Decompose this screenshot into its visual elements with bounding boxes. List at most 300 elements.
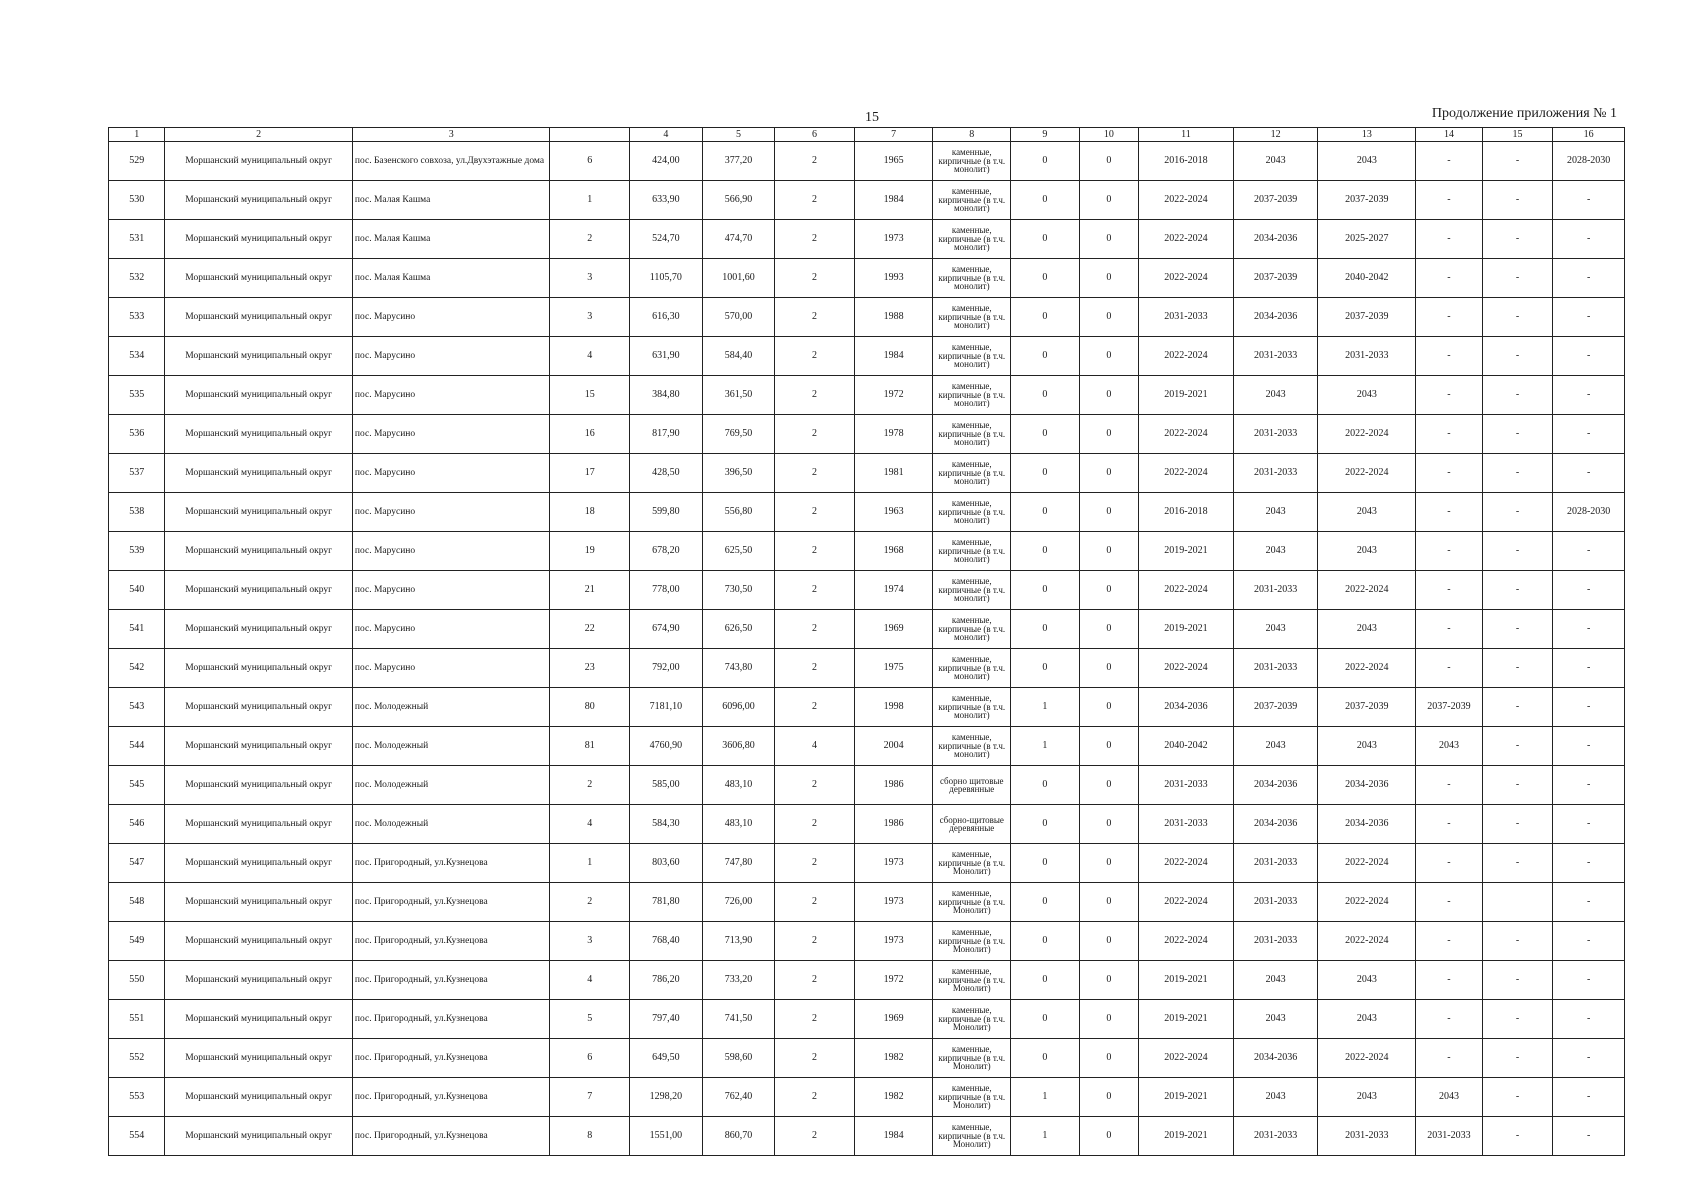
table-cell: - bbox=[1482, 337, 1553, 376]
table-cell: - bbox=[1482, 1000, 1553, 1039]
table-cell: каменные, кирпичные (в т.ч. монолит) bbox=[933, 532, 1011, 571]
table-cell: 16 bbox=[550, 415, 630, 454]
table-cell: 1986 bbox=[854, 805, 933, 844]
table-cell: Моршанский муниципальный округ bbox=[165, 961, 352, 1000]
table-cell: 1969 bbox=[854, 1000, 933, 1039]
table-cell: 377,20 bbox=[702, 142, 775, 181]
column-header: 1 bbox=[109, 128, 165, 142]
table-cell: 2019-2021 bbox=[1139, 1000, 1234, 1039]
table-cell: 0 bbox=[1079, 181, 1138, 220]
table-cell: 551 bbox=[109, 1000, 165, 1039]
table-cell: 616,30 bbox=[630, 298, 703, 337]
table-cell: пос. Молодежный bbox=[352, 688, 550, 727]
table-cell: 4 bbox=[550, 337, 630, 376]
table-cell: Моршанский муниципальный округ bbox=[165, 532, 352, 571]
table-row bbox=[109, 376, 1625, 415]
table-cell: 22 bbox=[550, 610, 630, 649]
table-cell: 534 bbox=[109, 337, 165, 376]
table-cell: 0 bbox=[1079, 532, 1138, 571]
table-row bbox=[109, 922, 1625, 961]
table-cell: 1984 bbox=[854, 1117, 933, 1156]
column-header: 12 bbox=[1233, 128, 1318, 142]
table-cell: 781,80 bbox=[630, 883, 703, 922]
table-cell: 2043 bbox=[1318, 1000, 1416, 1039]
table-cell: 0 bbox=[1079, 1000, 1138, 1039]
table-cell: 0 bbox=[1011, 766, 1080, 805]
table-cell: каменные, кирпичные (в т.ч. Монолит) bbox=[933, 1078, 1011, 1117]
table-row bbox=[109, 1000, 1625, 1039]
table-cell: 2 bbox=[775, 844, 855, 883]
table-cell: 1974 bbox=[854, 571, 933, 610]
table-cell: - bbox=[1416, 766, 1483, 805]
table-cell: Моршанский муниципальный округ bbox=[165, 571, 352, 610]
table-cell: 0 bbox=[1079, 493, 1138, 532]
table-cell: - bbox=[1482, 259, 1553, 298]
table-body bbox=[109, 142, 1625, 1156]
table-cell: пос. Марусино bbox=[352, 298, 550, 337]
table-cell: 566,90 bbox=[702, 181, 775, 220]
table-cell: - bbox=[1416, 493, 1483, 532]
table-cell: 2022-2024 bbox=[1139, 181, 1234, 220]
table-row bbox=[109, 298, 1625, 337]
table-cell: 81 bbox=[550, 727, 630, 766]
table-cell: 2022-2024 bbox=[1318, 1039, 1416, 1078]
table-cell: 2 bbox=[775, 1117, 855, 1156]
table-cell: пос. Марусино bbox=[352, 649, 550, 688]
table-cell: 0 bbox=[1011, 181, 1080, 220]
table-row bbox=[109, 727, 1625, 766]
table-cell: 0 bbox=[1011, 610, 1080, 649]
table-row bbox=[109, 415, 1625, 454]
table-cell: - bbox=[1553, 415, 1625, 454]
table-cell: - bbox=[1553, 298, 1625, 337]
table-cell: каменные, кирпичные (в т.ч. монолит) bbox=[933, 142, 1011, 181]
table-cell: 778,00 bbox=[630, 571, 703, 610]
table-cell: 1105,70 bbox=[630, 259, 703, 298]
table-cell: 8 bbox=[550, 1117, 630, 1156]
table-cell: 1969 bbox=[854, 610, 933, 649]
table-cell: пос. Марусино bbox=[352, 454, 550, 493]
table-cell: - bbox=[1553, 922, 1625, 961]
table-cell: 2022-2024 bbox=[1318, 649, 1416, 688]
table-cell: - bbox=[1553, 220, 1625, 259]
table-cell: каменные, кирпичные (в т.ч. монолит) bbox=[933, 376, 1011, 415]
table-cell: 2016-2018 bbox=[1139, 142, 1234, 181]
table-cell: пос. Малая Кашма bbox=[352, 181, 550, 220]
table-row bbox=[109, 883, 1625, 922]
table-cell: 553 bbox=[109, 1078, 165, 1117]
table-cell: 556,80 bbox=[702, 493, 775, 532]
table-cell: 625,50 bbox=[702, 532, 775, 571]
table-cell: - bbox=[1553, 961, 1625, 1000]
table-cell: пос. Пригородный, ул.Кузнецова bbox=[352, 1039, 550, 1078]
table-cell: каменные, кирпичные (в т.ч. монолит) bbox=[933, 571, 1011, 610]
table-cell: 3606,80 bbox=[702, 727, 775, 766]
table-cell: 2028-2030 bbox=[1553, 142, 1625, 181]
table-cell: 2034-2036 bbox=[1233, 298, 1318, 337]
table-cell: 428,50 bbox=[630, 454, 703, 493]
table-cell: 396,50 bbox=[702, 454, 775, 493]
table-cell: 741,50 bbox=[702, 1000, 775, 1039]
table-cell: Моршанский муниципальный округ bbox=[165, 181, 352, 220]
table-cell: 2 bbox=[775, 259, 855, 298]
table-cell: - bbox=[1416, 415, 1483, 454]
table-cell: - bbox=[1553, 727, 1625, 766]
table-cell: - bbox=[1482, 220, 1553, 259]
table-cell: Моршанский муниципальный округ bbox=[165, 1078, 352, 1117]
table-cell: 2034-2036 bbox=[1233, 805, 1318, 844]
table-cell: 2043 bbox=[1318, 532, 1416, 571]
table-cell: 2 bbox=[775, 961, 855, 1000]
table-cell: - bbox=[1482, 766, 1553, 805]
table-cell: Моршанский муниципальный округ bbox=[165, 376, 352, 415]
table-cell: - bbox=[1482, 688, 1553, 727]
table-cell: Моршанский муниципальный округ bbox=[165, 883, 352, 922]
table-cell: 2 bbox=[775, 220, 855, 259]
table-cell: 2022-2024 bbox=[1318, 922, 1416, 961]
table-cell: 0 bbox=[1011, 649, 1080, 688]
table-cell: 2043 bbox=[1233, 1078, 1318, 1117]
column-header: 14 bbox=[1416, 128, 1483, 142]
table-cell: - bbox=[1482, 961, 1553, 1000]
table-cell: 4 bbox=[775, 727, 855, 766]
table-cell: - bbox=[1553, 649, 1625, 688]
table-cell: 713,90 bbox=[702, 922, 775, 961]
table-cell: 584,40 bbox=[702, 337, 775, 376]
table-cell: 0 bbox=[1079, 454, 1138, 493]
table-cell: 0 bbox=[1011, 454, 1080, 493]
table-cell: 2 bbox=[550, 220, 630, 259]
table-cell: - bbox=[1553, 1117, 1625, 1156]
table-cell: 0 bbox=[1079, 727, 1138, 766]
table-cell: Моршанский муниципальный округ bbox=[165, 298, 352, 337]
table-cell: 730,50 bbox=[702, 571, 775, 610]
table-cell: 1973 bbox=[854, 220, 933, 259]
table-cell: 2 bbox=[775, 571, 855, 610]
table-cell: 2043 bbox=[1318, 727, 1416, 766]
table-cell: Моршанский муниципальный округ bbox=[165, 844, 352, 883]
table-cell: каменные, кирпичные (в т.ч. монолит) bbox=[933, 727, 1011, 766]
table-cell: 2022-2024 bbox=[1139, 259, 1234, 298]
table-cell: 2043 bbox=[1233, 727, 1318, 766]
table-cell: - bbox=[1482, 805, 1553, 844]
table-cell: пос. Пригородный, ул.Кузнецова bbox=[352, 883, 550, 922]
table-cell: - bbox=[1416, 532, 1483, 571]
table-cell: 2043 bbox=[1318, 610, 1416, 649]
table-cell: пос. Марусино bbox=[352, 532, 550, 571]
table-cell: 2031-2033 bbox=[1416, 1117, 1483, 1156]
table-cell bbox=[1482, 883, 1553, 922]
table-cell: 2043 bbox=[1318, 493, 1416, 532]
table-cell: 0 bbox=[1079, 337, 1138, 376]
table-cell: 2004 bbox=[854, 727, 933, 766]
table-cell: 1963 bbox=[854, 493, 933, 532]
table-cell: 0 bbox=[1079, 961, 1138, 1000]
table-cell: каменные, кирпичные (в т.ч. монолит) bbox=[933, 298, 1011, 337]
table-cell: каменные, кирпичные (в т.ч. Монолит) bbox=[933, 922, 1011, 961]
table-row bbox=[109, 259, 1625, 298]
table-cell: 2 bbox=[550, 766, 630, 805]
table-cell: 2 bbox=[775, 766, 855, 805]
table-cell: 543 bbox=[109, 688, 165, 727]
table-cell: 0 bbox=[1079, 883, 1138, 922]
column-header: 4 bbox=[630, 128, 703, 142]
table-cell: 1001,60 bbox=[702, 259, 775, 298]
table-cell: - bbox=[1553, 181, 1625, 220]
table-cell: 803,60 bbox=[630, 844, 703, 883]
table-cell: пос. Марусино bbox=[352, 415, 550, 454]
table-cell: 584,30 bbox=[630, 805, 703, 844]
table-cell: 2022-2024 bbox=[1139, 454, 1234, 493]
table-cell: 542 bbox=[109, 649, 165, 688]
table-cell: 2 bbox=[775, 415, 855, 454]
table-cell: 1998 bbox=[854, 688, 933, 727]
table-cell: 743,80 bbox=[702, 649, 775, 688]
table-cell: 2031-2033 bbox=[1139, 298, 1234, 337]
table-cell: 2040-2042 bbox=[1139, 727, 1234, 766]
table-cell: 0 bbox=[1011, 805, 1080, 844]
table-cell: каменные, кирпичные (в т.ч. монолит) bbox=[933, 493, 1011, 532]
table-cell: - bbox=[1482, 532, 1553, 571]
table-cell: 2022-2024 bbox=[1139, 649, 1234, 688]
table-cell: 2031-2033 bbox=[1233, 454, 1318, 493]
table-cell: 786,20 bbox=[630, 961, 703, 1000]
table-cell: - bbox=[1553, 1000, 1625, 1039]
table-cell: 0 bbox=[1079, 1039, 1138, 1078]
table-cell: - bbox=[1482, 415, 1553, 454]
table-cell: 2034-2036 bbox=[1233, 766, 1318, 805]
table-cell: 2043 bbox=[1416, 727, 1483, 766]
table-cell: 2043 bbox=[1318, 376, 1416, 415]
table-cell: пос. Молодежный bbox=[352, 727, 550, 766]
table-cell: 2 bbox=[775, 337, 855, 376]
column-header: 9 bbox=[1011, 128, 1080, 142]
table-cell: 2025-2027 bbox=[1318, 220, 1416, 259]
table-cell: 524,70 bbox=[630, 220, 703, 259]
table-cell: 1965 bbox=[854, 142, 933, 181]
table-cell: 2037-2039 bbox=[1233, 688, 1318, 727]
table-cell: 1986 bbox=[854, 766, 933, 805]
table-cell: 19 bbox=[550, 532, 630, 571]
table-cell: 0 bbox=[1011, 1000, 1080, 1039]
table-cell: 1978 bbox=[854, 415, 933, 454]
table-cell: пос. Малая Кашма bbox=[352, 259, 550, 298]
table-cell: 2031-2033 bbox=[1233, 844, 1318, 883]
table-cell: - bbox=[1482, 298, 1553, 337]
table-cell: 2031-2033 bbox=[1139, 766, 1234, 805]
table-cell: 633,90 bbox=[630, 181, 703, 220]
table-cell: Моршанский муниципальный округ bbox=[165, 805, 352, 844]
table-cell: 2 bbox=[775, 1000, 855, 1039]
table-cell: 1 bbox=[550, 181, 630, 220]
table-cell: 2037-2039 bbox=[1318, 298, 1416, 337]
table-cell: 2022-2024 bbox=[1139, 220, 1234, 259]
table-cell: 797,40 bbox=[630, 1000, 703, 1039]
table-cell: 599,80 bbox=[630, 493, 703, 532]
table-cell: - bbox=[1482, 571, 1553, 610]
table-cell: 530 bbox=[109, 181, 165, 220]
table-cell: - bbox=[1553, 259, 1625, 298]
table-cell: Моршанский муниципальный округ bbox=[165, 922, 352, 961]
table-cell: 0 bbox=[1079, 1117, 1138, 1156]
column-header bbox=[550, 128, 630, 142]
table-cell: каменные, кирпичные (в т.ч. монолит) bbox=[933, 259, 1011, 298]
table-cell: 0 bbox=[1011, 259, 1080, 298]
table-cell: 1975 bbox=[854, 649, 933, 688]
table-cell: 631,90 bbox=[630, 337, 703, 376]
table-row bbox=[109, 766, 1625, 805]
table-cell: 2031-2033 bbox=[1318, 337, 1416, 376]
table-cell: 2022-2024 bbox=[1139, 922, 1234, 961]
table-cell: 2031-2033 bbox=[1233, 337, 1318, 376]
table-cell: 15 bbox=[550, 376, 630, 415]
table-cell: - bbox=[1482, 727, 1553, 766]
column-header: 8 bbox=[933, 128, 1011, 142]
table-cell: - bbox=[1553, 454, 1625, 493]
table-cell: 550 bbox=[109, 961, 165, 1000]
table-cell: 1 bbox=[1011, 688, 1080, 727]
table-cell: 1988 bbox=[854, 298, 933, 337]
table-cell: Моршанский муниципальный округ bbox=[165, 1117, 352, 1156]
table-cell: 1 bbox=[1011, 1078, 1080, 1117]
table-cell: пос. Марусино bbox=[352, 337, 550, 376]
table-cell: 0 bbox=[1079, 610, 1138, 649]
table-cell: 2031-2033 bbox=[1139, 805, 1234, 844]
table-cell: Моршанский муниципальный округ bbox=[165, 649, 352, 688]
table-cell: 0 bbox=[1079, 1078, 1138, 1117]
table-cell: - bbox=[1416, 961, 1483, 1000]
table-cell: Моршанский муниципальный округ bbox=[165, 610, 352, 649]
table-cell: 598,60 bbox=[702, 1039, 775, 1078]
table-cell: 0 bbox=[1011, 1039, 1080, 1078]
table-cell: 2 bbox=[775, 883, 855, 922]
table-cell: каменные, кирпичные (в т.ч. монолит) bbox=[933, 649, 1011, 688]
table-cell: 535 bbox=[109, 376, 165, 415]
table-row bbox=[109, 142, 1625, 181]
table-cell: 538 bbox=[109, 493, 165, 532]
table-cell: 768,40 bbox=[630, 922, 703, 961]
table-cell: 2022-2024 bbox=[1318, 454, 1416, 493]
table-cell: Моршанский муниципальный округ bbox=[165, 1039, 352, 1078]
table-cell: 2031-2033 bbox=[1233, 571, 1318, 610]
table-cell: 762,40 bbox=[702, 1078, 775, 1117]
table-cell: - bbox=[1416, 610, 1483, 649]
table-cell: - bbox=[1482, 181, 1553, 220]
table-cell: 424,00 bbox=[630, 142, 703, 181]
table-cell: 2043 bbox=[1233, 610, 1318, 649]
table-cell: 0 bbox=[1011, 298, 1080, 337]
table-cell: 0 bbox=[1079, 571, 1138, 610]
table-cell: 2031-2033 bbox=[1233, 649, 1318, 688]
table-cell: 2 bbox=[775, 298, 855, 337]
table-cell: Моршанский муниципальный округ bbox=[165, 142, 352, 181]
column-header: 5 bbox=[702, 128, 775, 142]
table-cell: 2 bbox=[775, 1078, 855, 1117]
table-cell: пос. Марусино bbox=[352, 571, 550, 610]
table-cell: 0 bbox=[1011, 493, 1080, 532]
table-cell: 792,00 bbox=[630, 649, 703, 688]
table-cell: Моршанский муниципальный округ bbox=[165, 337, 352, 376]
table-cell: 649,50 bbox=[630, 1039, 703, 1078]
table-cell: 529 bbox=[109, 142, 165, 181]
table-cell: 7181,10 bbox=[630, 688, 703, 727]
table-cell: - bbox=[1416, 1039, 1483, 1078]
table-row bbox=[109, 1078, 1625, 1117]
table-cell: 2043 bbox=[1318, 1078, 1416, 1117]
table-cell: 549 bbox=[109, 922, 165, 961]
table-cell: 0 bbox=[1011, 961, 1080, 1000]
table-cell: - bbox=[1553, 376, 1625, 415]
table-cell: 5 bbox=[550, 1000, 630, 1039]
table-cell: каменные, кирпичные (в т.ч. монолит) bbox=[933, 688, 1011, 727]
table-cell: 1 bbox=[1011, 727, 1080, 766]
table-cell: Моршанский муниципальный округ bbox=[165, 259, 352, 298]
table-cell: - bbox=[1416, 805, 1483, 844]
table-cell: - bbox=[1553, 532, 1625, 571]
table-row bbox=[109, 220, 1625, 259]
table-cell: 2043 bbox=[1233, 376, 1318, 415]
table-cell: Моршанский муниципальный округ bbox=[165, 454, 352, 493]
table-cell: 2043 bbox=[1318, 142, 1416, 181]
table-row bbox=[109, 337, 1625, 376]
table-cell: 1984 bbox=[854, 337, 933, 376]
table-cell: 540 bbox=[109, 571, 165, 610]
column-header: 6 bbox=[775, 128, 855, 142]
table-cell: 474,70 bbox=[702, 220, 775, 259]
table-cell: 2037-2039 bbox=[1318, 688, 1416, 727]
table-cell: - bbox=[1553, 337, 1625, 376]
table-cell: 0 bbox=[1079, 259, 1138, 298]
table-cell: 0 bbox=[1079, 922, 1138, 961]
table-cell: 2016-2018 bbox=[1139, 493, 1234, 532]
table-cell: 2034-2036 bbox=[1318, 805, 1416, 844]
table-cell: 0 bbox=[1011, 922, 1080, 961]
table-cell: 547 bbox=[109, 844, 165, 883]
table-cell: 2 bbox=[775, 376, 855, 415]
table-row bbox=[109, 571, 1625, 610]
table-cell: - bbox=[1416, 376, 1483, 415]
table-cell: 747,80 bbox=[702, 844, 775, 883]
table-cell: пос. Молодежный bbox=[352, 805, 550, 844]
table-cell: - bbox=[1416, 922, 1483, 961]
table-row bbox=[109, 649, 1625, 688]
table-cell: 2022-2024 bbox=[1139, 844, 1234, 883]
table-cell: 536 bbox=[109, 415, 165, 454]
table-cell: 1298,20 bbox=[630, 1078, 703, 1117]
table-cell: 1 bbox=[1011, 1117, 1080, 1156]
table-cell: 361,50 bbox=[702, 376, 775, 415]
table-cell: 537 bbox=[109, 454, 165, 493]
table-cell: 21 bbox=[550, 571, 630, 610]
table-cell: - bbox=[1416, 181, 1483, 220]
table-cell: пос. Пригородный, ул.Кузнецова bbox=[352, 922, 550, 961]
table-cell: 546 bbox=[109, 805, 165, 844]
table-cell: 2019-2021 bbox=[1139, 1078, 1234, 1117]
table-cell: каменные, кирпичные (в т.ч. монолит) bbox=[933, 454, 1011, 493]
table-cell: 2031-2033 bbox=[1233, 1117, 1318, 1156]
table-row bbox=[109, 181, 1625, 220]
table-cell: - bbox=[1416, 220, 1483, 259]
table-cell: 6 bbox=[550, 1039, 630, 1078]
table-cell: 2022-2024 bbox=[1318, 844, 1416, 883]
table-cell: 2031-2033 bbox=[1233, 883, 1318, 922]
table-cell: 552 bbox=[109, 1039, 165, 1078]
table-cell: - bbox=[1416, 337, 1483, 376]
table-cell: 1973 bbox=[854, 922, 933, 961]
table-cell: 0 bbox=[1011, 220, 1080, 259]
table-cell: 80 bbox=[550, 688, 630, 727]
header-row bbox=[109, 128, 1625, 142]
